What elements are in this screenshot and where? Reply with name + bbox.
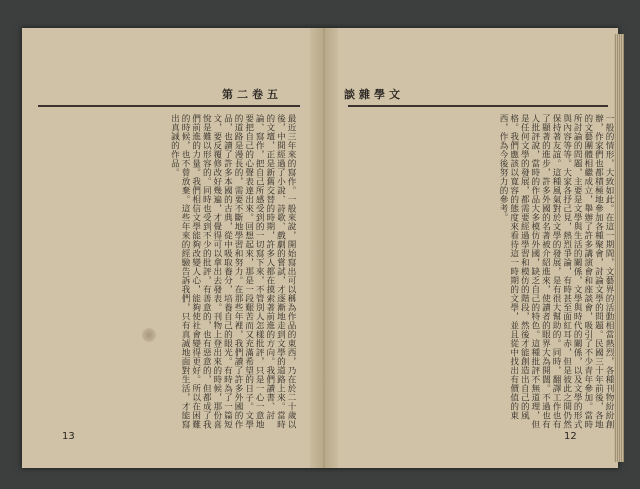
right-page-body: 一般的情形，大致如此。在這一期間，文藝界的活動相當熱烈，各種刊物紛紛創辦，作家們也都積極地參加各種聚會，討論文學的問題。民國三十年前後，各地的文藝團體相繼成立，舉辦了許多講演會和座談會，吸引了不少青年參加。當時所討論的問題，主要是文學與生活的關係，文學與時代的關係，以及文學的形式與內容等等。大家各抒己見，熱烈爭論，有時甚至面紅耳赤，但是彼此之間仍然保持著友誼。這種風氣對於文學的發展，是有很大幫助的。同時，翻譯工作也有了顯著的進步，許多外國的名著被介紹進來，使讀者的眼界大為開闊。不過也有人批評說，當時的作品大多模仿外國，缺乏自己的特色。這種批評不無道理，但是任何文學的發展，都需要經過學習和模仿的階段，然後才能創造出自己的風格。我們應該以寬容的態度來看待這一時期的文學，並且從中找出有價值的東西，作為今後努力的參考。	[498, 114, 614, 429]
left-page-body: 最近三年來的寫作。一般來說，開始寫出可以稱為作品的東西，乃在於二十歲以後，中間經過了小說、詩歌、戲劇的嘗試，才逐漸地走到文學的道路上來。當時的文壇，正是新舊交替的時期，許多人都在摸索著前進的方向。我們讀書、討論、寫作，把自己所感受到的一切寫下來，不管別人怎樣批評，只是一心一意地要把自己的心聲表達出來。回想起來，那是一段艱苦而又充滿希望的日子。文學的道路是漫長的，需要不斷地學習和努力。在那些年裡，我們讀了許多外國的作品，也讀了許多本國的古典，從中吸取養分，培養自己的眼光。有時為了一篇短文，要反覆修改好幾遍，才覺得可以拿出去發表。刊物上登出來的時候，那份喜悅是難以形容的。同時也受到不少的批評，有善意的，也有惡意的，但都成了我們前進的力量。我們相信文學能夠改變人心，能夠使社會變得更好。所以在困難的時候，也不曾放棄。這些年來的經驗告訴我們，只有真誠地面對生活，才能寫出真誠的作品。	[169, 114, 296, 429]
left-header-rule	[38, 105, 300, 107]
left-page	[22, 28, 310, 468]
right-page-number: 12	[564, 431, 577, 442]
right-page	[338, 28, 618, 468]
right-running-head: 談雜學文	[344, 88, 404, 101]
foxing-spot	[142, 328, 156, 342]
left-page-number: 13	[62, 431, 75, 442]
book-gutter	[310, 28, 338, 468]
right-header-rule	[348, 105, 608, 107]
left-running-head: 第二卷五	[222, 88, 282, 101]
book-spread	[22, 28, 618, 468]
